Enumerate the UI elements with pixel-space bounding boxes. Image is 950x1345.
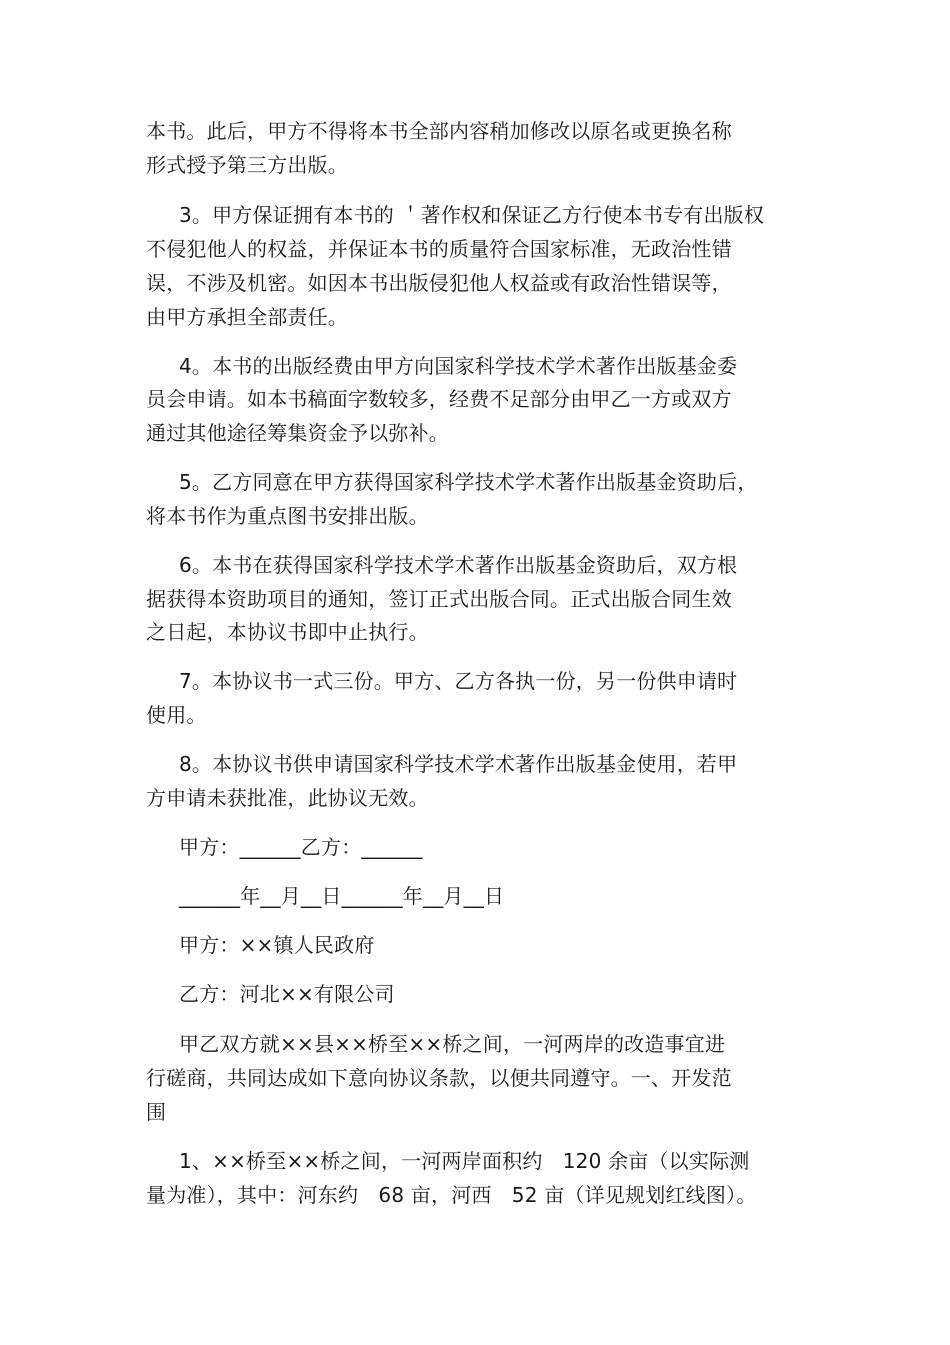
- text-line: 形式授予第三方出版。: [146, 153, 348, 177]
- text-line: 5。乙方同意在甲方获得国家科学技术学术著作出版基金资助后，: [179, 470, 758, 494]
- text-line: 围: [146, 1100, 167, 1124]
- text-line: 将本书作为重点图书安排出版。: [146, 504, 429, 528]
- text-line: 方申请未获批准，此协议无效。: [146, 786, 429, 810]
- signature-line-dates: ______年__月__日______年__月__日: [179, 884, 505, 908]
- text-line: 甲乙双方就××县××桥至××桥之间，一河两岸的改造事宜进: [179, 1032, 726, 1056]
- text-line: 量为准），其中：河东约 68 亩，河西 52 亩（详见规划红线图）。: [146, 1183, 757, 1207]
- text-line: 4。本书的出版经费由甲方向国家科学技术学术著作出版基金委: [179, 354, 738, 378]
- party-b-line: 乙方：河北××有限公司: [179, 982, 395, 1006]
- text-line: 据获得本资助项目的通知，签订正式出版合同。正式出版合同生效: [146, 587, 732, 611]
- text-line: 员会申请。如本书稿面字数较多，经费不足部分由甲乙一方或双方: [146, 387, 732, 411]
- text-line: 6。本书在获得国家科学技术学术著作出版基金资助后，双方根: [179, 553, 738, 577]
- party-a-line: 甲方：××镇人民政府: [179, 933, 375, 957]
- text-line: 3。甲方保证拥有本书的 ＇著作权和保证乙方行使本书专有出版权: [179, 203, 765, 227]
- text-line: 误，不涉及机密。如因本书出版侵犯他人权益或有政治性错误等，: [146, 271, 732, 295]
- signature-line-parties: 甲方：______乙方：______: [179, 835, 423, 859]
- text-line: 1、××桥至××桥之间，一河两岸面积约 120 余亩（以实际测: [179, 1149, 750, 1173]
- text-line: 通过其他途径筹集资金予以弥补。: [146, 421, 449, 445]
- text-line: 本书。此后，甲方不得将本书全部内容稍加修改以原名或更换名称: [146, 119, 732, 143]
- text-line: 不侵犯他人的权益，并保证本书的质量符合国家标准，无政治性错: [146, 237, 732, 261]
- text-line: 使用。: [146, 703, 207, 727]
- text-line: 之日起，本协议书即中止执行。: [146, 620, 429, 644]
- text-line: 行磋商，共同达成如下意向协议条款，以便共同遵守。一、开发范: [146, 1066, 732, 1090]
- text-line: 由甲方承担全部责任。: [146, 305, 348, 329]
- text-line: 7。本协议书一式三份。甲方、乙方各执一份，另一份供申请时: [179, 669, 738, 693]
- text-line: 8。本协议书供申请国家科学技术学术著作出版基金使用，若甲: [179, 752, 738, 776]
